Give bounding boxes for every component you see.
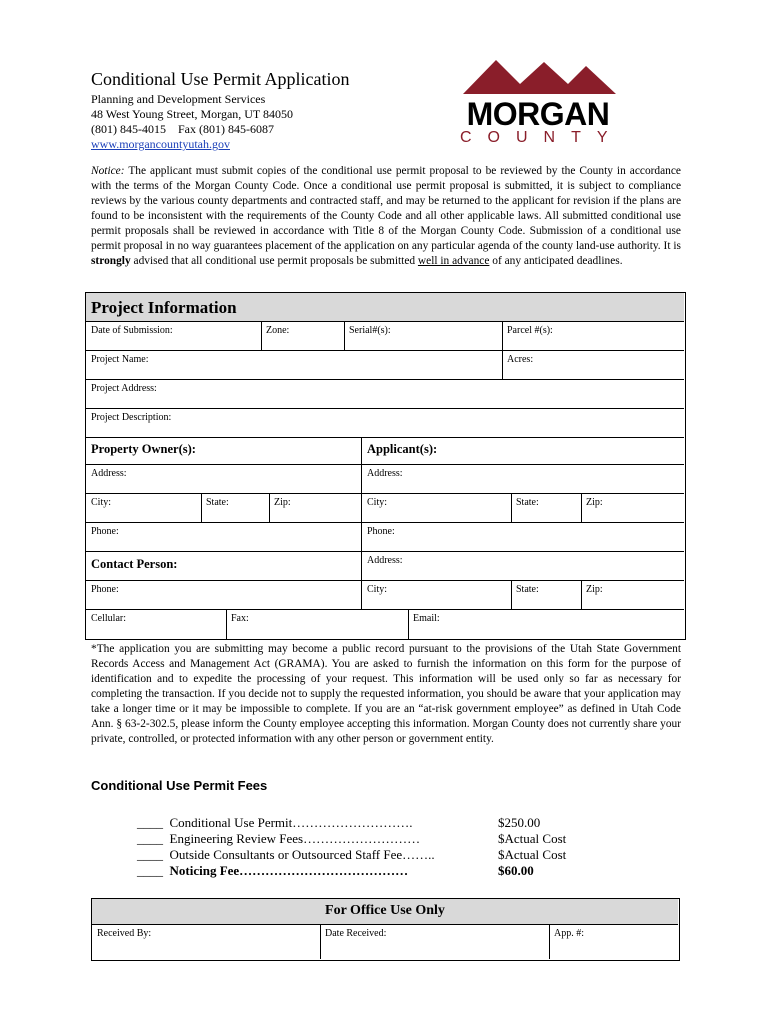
fee-check-blank[interactable]: ____ — [137, 863, 163, 878]
fee-amount: $60.00 — [498, 863, 534, 878]
contact-zip-field[interactable]: Zip: — [586, 584, 603, 595]
mountains-icon — [458, 56, 618, 101]
office-use-box — [91, 898, 680, 961]
zone-field[interactable]: Zone: — [266, 325, 290, 336]
fee-row — [137, 831, 420, 847]
app-number-field[interactable]: App. #: — [554, 928, 584, 939]
project-address-field[interactable]: Project Address: — [91, 383, 157, 394]
applicant-heading: Applicant(s): — [367, 442, 438, 456]
applicant-address-field[interactable]: Address: — [367, 468, 403, 479]
fee-check-blank[interactable]: ____ — [137, 831, 163, 846]
email-field[interactable]: Email: — [413, 613, 440, 624]
project-name-field[interactable]: Project Name: — [91, 354, 149, 365]
logo-word: MORGAN — [466, 96, 610, 132]
owner-zip-field[interactable]: Zip: — [274, 497, 291, 508]
applicant-state-field[interactable]: State: — [516, 497, 539, 508]
department-name: Planning and Development Services — [91, 92, 266, 106]
received-by-field[interactable]: Received By: — [97, 928, 152, 939]
contact-heading: Contact Person: — [91, 557, 178, 571]
fee-row — [137, 863, 408, 879]
project-form — [85, 292, 686, 640]
contact-state-field[interactable]: State: — [516, 584, 539, 595]
fee-label: Outside Consultants or Outsourced Staff Fee…….. — [169, 847, 435, 862]
date-of-submission-field[interactable]: Date of Submission: — [91, 325, 173, 336]
notice-label: Notice: — [91, 165, 125, 177]
project-heading: Project Information — [91, 298, 237, 317]
grama-paragraph: *The application you are submitting may become a public record pursuant to the provisions of the Utah State Government Records Access and Management Act (GRAMA). You are asked to furnish the information on this form for the purpose of identification and to expedite the processing of your request. This information will be used only so far as necessary for completing the transaction. If you decide not to supply the requested information, you should be aware that your application may take a longer time or it may be impossible to complete. If you are an “at-risk government employee” as defined in Utah Code Ann. § 63-2-302.5, please inform the County employee accepting this information. Morgan County does not currently share your private, controlled, or protected information with any other person or government entity. — [91, 643, 681, 745]
owner-state-field[interactable]: State: — [206, 497, 229, 508]
fee-label: Noticing Fee………………………………… — [169, 863, 409, 878]
page-title: Conditional Use Permit Application — [91, 69, 350, 89]
notice-text-2: advised that all conditional use permit proposals be submitted — [130, 255, 418, 267]
office-heading: For Office Use Only — [325, 903, 445, 918]
owner-phone-field[interactable]: Phone: — [91, 526, 119, 537]
fee-check-blank[interactable]: ____ — [137, 815, 163, 830]
applicant-city-field[interactable]: City: — [367, 497, 388, 508]
fee-row — [137, 815, 413, 831]
applicant-zip-field[interactable]: Zip: — [586, 497, 603, 508]
owner-city-field[interactable]: City: — [91, 497, 112, 508]
notice-strong: strongly — [91, 255, 131, 267]
fax-field[interactable]: Fax: — [231, 613, 249, 624]
fee-label: Conditional Use Permit………………………. — [169, 815, 413, 830]
parcel-field[interactable]: Parcel #(s): — [507, 325, 553, 336]
applicant-phone-field[interactable]: Phone: — [367, 526, 395, 537]
morgan-county-logo — [458, 56, 624, 151]
fee-amount: $Actual Cost — [498, 847, 567, 862]
logo-county: COUNTY — [460, 129, 624, 146]
fee-row — [137, 847, 435, 863]
owner-address-field[interactable]: Address: — [91, 468, 127, 479]
project-description-field[interactable]: Project Description: — [91, 412, 172, 423]
acres-field[interactable]: Acres: — [507, 354, 534, 365]
fee-amount: $250.00 — [498, 815, 541, 830]
date-received-field[interactable]: Date Received: — [325, 928, 387, 939]
website-link[interactable]: www.morgancountyutah.gov — [91, 137, 230, 151]
contact-phone-field[interactable]: Phone: — [91, 584, 119, 595]
owner-heading: Property Owner(s): — [91, 442, 196, 456]
phone-fax: (801) 845-4015 Fax (801) 845-6087 — [91, 122, 274, 136]
notice-underlined: well in advance — [417, 255, 490, 267]
notice-text-1: The applicant must submit copies of the conditional use permit proposal to be reviewed by the County in accordance with the terms of the Morgan County Code. Once a conditional use permit proposal is submitted, it is subject to compliance reviews by the various county departments and contracted staff, and may be returned to the applicant for revision if the plans are found to be inconsistent with the requirements of the County Code and all other applicable laws. All submitted conditional use permit proposals shall be reviewed in accordance with Title 8 of the Morgan County Code. Submission of a conditional use permit proposal in no way guarantees placement of the application on any particular agenda of the county land-use authority. It is — [91, 165, 681, 252]
fee-amount: $Actual Cost — [498, 831, 567, 846]
notice-paragraph — [91, 164, 681, 269]
cellular-field[interactable]: Cellular: — [91, 613, 126, 624]
fees-title: Conditional Use Permit Fees — [91, 778, 268, 793]
fee-check-blank[interactable]: ____ — [137, 847, 163, 862]
street-address: 48 West Young Street, Morgan, UT 84050 — [91, 107, 294, 121]
notice-text-3: of any anticipated deadlines. — [489, 255, 623, 267]
fee-label: Engineering Review Fees……………………… — [169, 831, 421, 846]
contact-address-field[interactable]: Address: — [367, 555, 403, 566]
serial-field[interactable]: Serial#(s): — [349, 325, 391, 336]
contact-city-field[interactable]: City: — [367, 584, 388, 595]
